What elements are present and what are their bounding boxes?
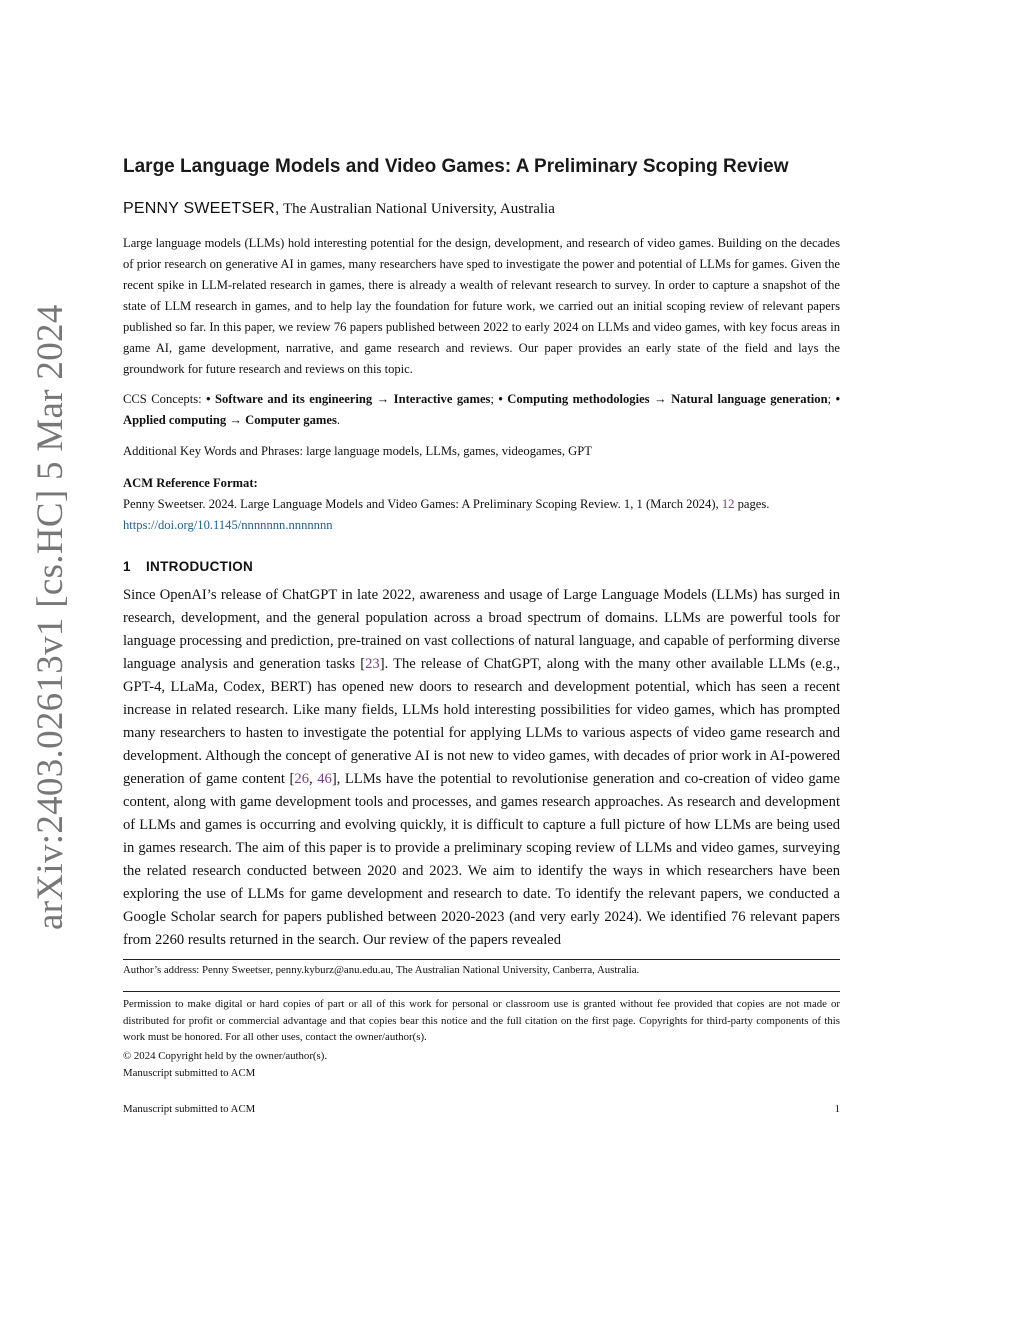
intro-text-2: ]. The release of ChatGPT, along with the many other available LLMs (e.g., GPT-4, LLaMa, Codex, BERT) has opened new doors to research and development potential, which has seen a recent increase in related research. Like many fields, LLMs hold interesting possibilities for video games, which has prompted many researchers to hasten to investigate the potential for applying LLMs to various aspects of video game research and development. Although the concept of generative AI is not new to video games, with decades of prior work in AI-powered generation of game content [ (123, 656, 841, 787)
author-line (123, 199, 843, 219)
doi-link[interactable]: https://doi.org/10.1145/nnnnnnn.nnnnnnn (123, 518, 333, 532)
intro-text-3: ], LLMs have the potential to revolutionise generation and co-creation of video game content, along with game development tools and processes, and games research approaches. As research and development of LLMs and games is occurring and evolving quickly, it is difficult to capture a full picture of how LLMs are being used in games research. The aim of this paper is to provide a preliminary scoping review of LLMs and video games, surveying the related research conducted between 2020 and 2023. We aim to identify the ways in which researchers have been exploring the use of LLMs for game development and research to date. To identify the relevant papers, we conducted a Google Scholar search for papers published between 2020-2023 (and very early 2024). We identified 76 relevant papers from 2260 results returned in the search. Our review of the papers revealed (123, 771, 840, 948)
ccs-concept-2: • Computing methodologies → Natural language generation (498, 392, 828, 406)
intro-text-1: Since OpenAI’s release of ChatGPT in late 2022, awareness and usage of Large Language Models (LLMs) has surged in research, development, and the general population across a broad spectrum of domains. LLMs are powerful tools for language processing and prediction, pre-trained on vast collections of natural language, and capable of performing diverse language analysis and generation tasks [ (123, 587, 840, 672)
introduction-body (123, 584, 840, 952)
footer-manuscript: Manuscript submitted to ACM (123, 1103, 256, 1115)
footnote-divider-1 (123, 959, 840, 960)
manuscript-notice: Manuscript submitted to ACM (123, 1067, 256, 1079)
ccs-label: CCS Concepts: (123, 392, 202, 406)
arxiv-identifier: arXiv:2403.02613v1 [cs.HC] 5 Mar 2024 (30, 304, 71, 930)
ccs-concepts: CCS Concepts: • Software and its engineering → Interactive games; • Computing methodologies → Natural language generation; • Applied computing → Computer games. (123, 392, 840, 427)
paper-title: Large Language Models and Video Games: A Preliminary Scoping Review (123, 156, 789, 177)
author-address-footnote: Author’s address: Penny Sweetser, penny.kyburz@anu.edu.au, The Australian National University, Canberra, Australia. (123, 964, 640, 976)
ccs-concept-3: • Applied computing → Computer games (123, 392, 840, 427)
acm-reference (123, 473, 840, 536)
author-affiliation: The Australian National University, Australia (283, 201, 555, 217)
permission-notice: Permission to make digital or hard copies of part or all of this work for personal or classroom use is granted without fee provided that copies are not made or distributed for profit or commercial advantage and that copies bear this notice and the full citation on the first page. Copyrights for third-party components of this work must be honored. For all other uses, contact the owner/author(s). (123, 998, 840, 1043)
section-number: 1 (123, 559, 131, 574)
citation-46[interactable]: 46 (317, 771, 332, 787)
acm-reference-text: Penny Sweetser. 2024. Large Language Models and Video Games: A Preliminary Scoping Review. 1, 1 (March 2024), (123, 497, 719, 511)
page-count-link[interactable]: 12 (721, 497, 735, 511)
citation-23[interactable]: 23 (365, 656, 380, 672)
footnote-divider-2 (123, 991, 840, 992)
keywords: Additional Key Words and Phrases: large language models, LLMs, games, videogames, GPT (123, 444, 592, 458)
copyright-notice: © 2024 Copyright held by the owner/author(s). (123, 1050, 328, 1062)
section-title: INTRODUCTION (146, 559, 254, 574)
ccs-concept-1: • Software and its engineering → Interactive games (206, 392, 491, 406)
acm-reference-label: ACM Reference Format: (123, 476, 258, 490)
page-footer (123, 1101, 840, 1117)
author-name: PENNY SWEETSER, (123, 200, 280, 217)
page-number: 1 (834, 1103, 840, 1115)
section-heading-introduction (123, 557, 253, 577)
citation-26[interactable]: 26 (294, 771, 309, 787)
pages-suffix: pages. (734, 497, 770, 511)
abstract: Large language models (LLMs) hold interesting potential for the design, development, and research of video games. Building on the decades of prior research on generative AI in games, many researchers have sped to investigate the power and potential of LLMs for games. Given the recent spike in LLM-related research in games, there is already a wealth of relevant research to survey. In order to capture a snapshot of the state of LLM research in games, and to help lay the foundation for future work, we carried out an initial scoping review of relevant papers published so far. In this paper, we review 76 papers published between 2022 to early 2024 on LLMs and video games, with key focus areas in game AI, game development, narrative, and game research and reviews. Our paper provides an early state of the field and lays the groundwork for future research and reviews on this topic. (123, 236, 840, 376)
acm-reference-body (123, 494, 840, 536)
citation-separator: , (309, 771, 318, 787)
